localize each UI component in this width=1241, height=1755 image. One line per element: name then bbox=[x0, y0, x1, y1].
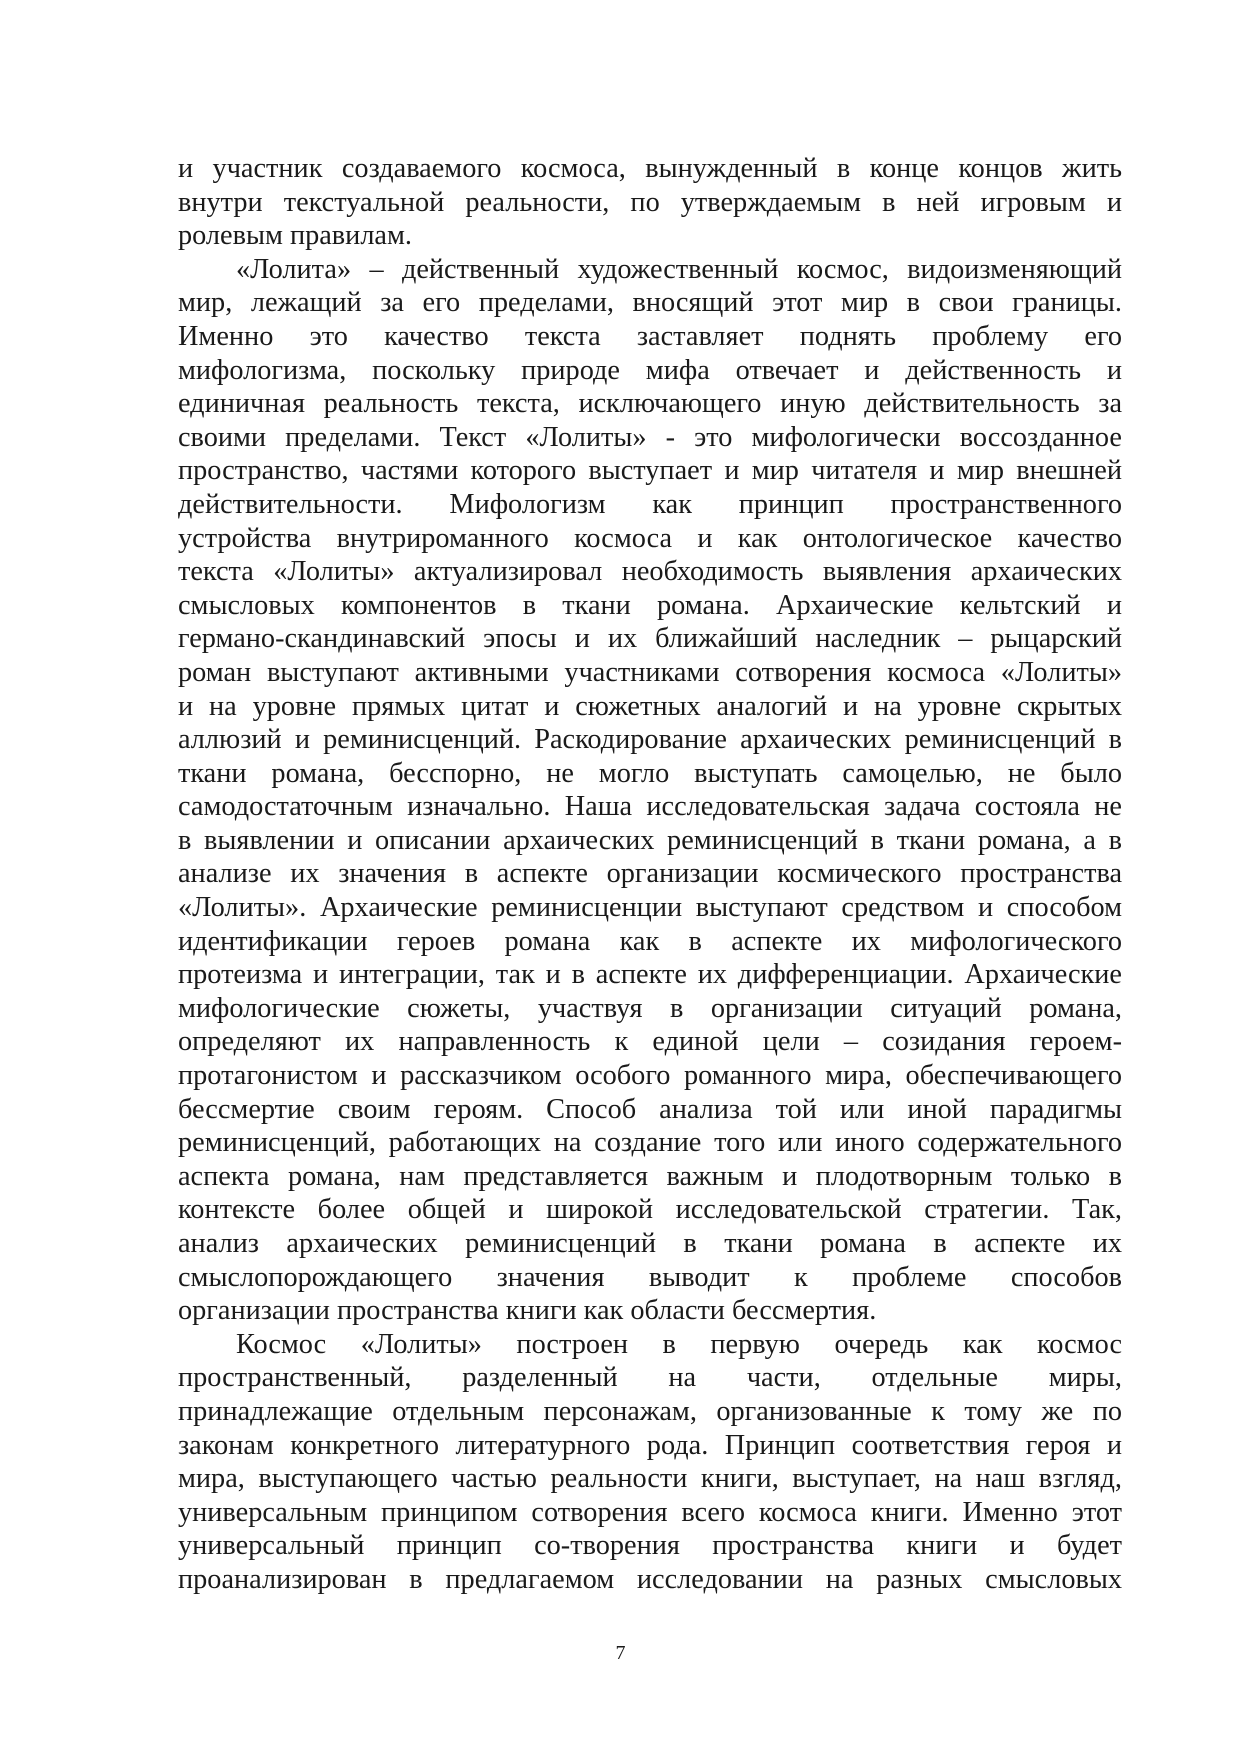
text-line: Космос «Лолиты» построен в первую очередь как космос bbox=[236, 1328, 1122, 1360]
text-line: пространство, частями которого выступает и мир читателя и мир внешней bbox=[178, 455, 1122, 487]
text-line: в выявлении и описании архаических реминисценций в ткани романа, а в bbox=[178, 824, 1122, 856]
text-line: универсальным принципом сотворения всего космоса книги. Именно этот bbox=[178, 1496, 1122, 1528]
text-line: законам конкретного литературного рода. Принцип соответствия героя и bbox=[178, 1429, 1122, 1461]
text-line: универсальный принцип со-творения пространства книги и будет bbox=[178, 1530, 1122, 1562]
text-line: действительности. Мифологизм как принцип пространственного bbox=[178, 488, 1122, 520]
paragraph bbox=[178, 1328, 1122, 1597]
text-line: реминисценций, работающих на создание того или иного содержательного bbox=[178, 1127, 1122, 1159]
text-line: своими пределами. Текст «Лолиты» - это мифологически воссозданное bbox=[178, 421, 1122, 453]
text-line: внутри текстуальной реальности, по утверждаемым в ней игровым и bbox=[178, 186, 1122, 218]
text-line: мир, лежащий за его пределами, вносящий этот мир в свои границы. bbox=[178, 287, 1122, 319]
text-line: аллюзий и реминисценций. Раскодирование архаических реминисценций в bbox=[178, 724, 1122, 756]
text-line: «Лолиты». Архаические реминисценции выступают средством и способом bbox=[178, 892, 1122, 924]
text-line: «Лолита» – действенный художественный космос, видоизменяющий bbox=[236, 253, 1122, 285]
text-line: контексте более общей и широкой исследовательской стратегии. Так, bbox=[178, 1194, 1122, 1226]
text-line: устройства внутрироманного космоса и как онтологическое качество bbox=[178, 522, 1122, 554]
text-line: проанализирован в предлагаемом исследовании на разных смысловых bbox=[178, 1563, 1122, 1595]
text-line: единичная реальность текста, исключающего иную действительность за bbox=[178, 388, 1122, 420]
text-line: бессмертие своим героям. Способ анализа той или иной парадигмы bbox=[178, 1093, 1122, 1125]
page-number: 7 bbox=[615, 1642, 626, 1664]
text-line: ролевым правилам. bbox=[178, 220, 412, 252]
paragraph bbox=[178, 152, 1122, 253]
text-line: ткани романа, бесспорно, не могло выступать самоцелью, не было bbox=[178, 757, 1122, 789]
text-line: мифологические сюжеты, участвуя в организации ситуаций романа, bbox=[178, 992, 1122, 1024]
text-line: протеизма и интеграции, так и в аспекте их дифференциации. Архаические bbox=[178, 959, 1122, 991]
text-line: пространственный, разделенный на части, отдельные миры, bbox=[178, 1362, 1122, 1394]
text-line: организации пространства книги как области бессмертия. bbox=[178, 1295, 877, 1327]
text-line: идентификации героев романа как в аспекте их мифологического bbox=[178, 925, 1122, 957]
text-line: и на уровне прямых цитат и сюжетных аналогий и на уровне скрытых bbox=[178, 690, 1122, 722]
text-line: мира, выступающего частью реальности книги, выступает, на наш взгляд, bbox=[178, 1463, 1122, 1495]
text-line: роман выступают активными участниками сотворения космоса «Лолиты» bbox=[178, 656, 1122, 688]
text-line: германо-скандинавский эпосы и их ближайший наследник – рыцарский bbox=[178, 623, 1122, 655]
text-line: и участник создаваемого космоса, вынужденный в конце концов жить bbox=[178, 153, 1122, 184]
text-line: смысловых компонентов в ткани романа. Архаические кельтский и bbox=[178, 589, 1122, 621]
text-line: принадлежащие отдельным персонажам, организованные к тому же по bbox=[178, 1395, 1122, 1427]
text-line: текста «Лолиты» актуализировал необходимость выявления архаических bbox=[178, 556, 1122, 588]
text-line: протагонистом и рассказчиком особого романного мира, обеспечивающего bbox=[178, 1060, 1122, 1092]
text-line: Именно это качество текста заставляет поднять проблему его bbox=[178, 320, 1122, 352]
page-body bbox=[178, 152, 1122, 1597]
text-line: анализе их значения в аспекте организации космического пространства bbox=[178, 858, 1122, 890]
text-line: аспекта романа, нам представляется важным и плодотворным только в bbox=[178, 1160, 1122, 1192]
text-line: определяют их направленность к единой цели – созидания героем- bbox=[178, 1026, 1122, 1058]
text-line: мифологизма, поскольку природе мифа отвечает и действенность и bbox=[178, 354, 1122, 386]
text-line: анализ архаических реминисценций в ткани романа в аспекте их bbox=[178, 1228, 1122, 1259]
paragraph bbox=[178, 253, 1122, 1328]
text-line: смыслопорождающего значения выводит к проблеме способов bbox=[178, 1261, 1122, 1293]
text-line: самодостаточным изначально. Наша исследовательская задача состояла не bbox=[178, 791, 1122, 823]
